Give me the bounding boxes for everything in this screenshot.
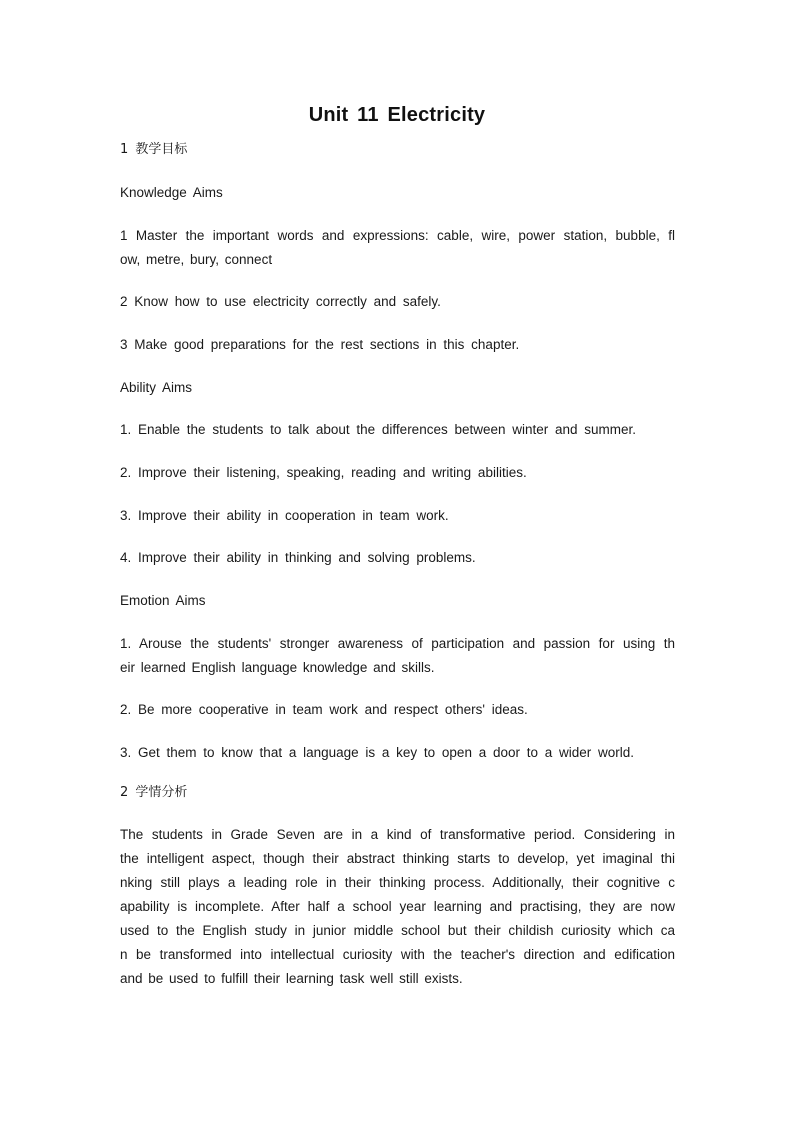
emotion-aim-1-line-2: eir learned English language knowledge and skills. xyxy=(120,660,435,675)
ability-aim-4: 4. Improve their ability in thinking and solving problems. xyxy=(120,550,476,565)
emotion-aim-1-line-1: 1. Arouse the students' stronger awareness of participation and passion for using th xyxy=(120,636,675,651)
emotion-aim-3: 3. Get them to know that a language is a key to open a door to a wider world. xyxy=(120,745,635,760)
ability-aims-heading: Ability Aims xyxy=(120,380,193,395)
paragraph-line: used to the English study in junior middle school but their childish curiosity which ca xyxy=(120,923,675,938)
knowledge-aim-3: 3 Make good preparations for the rest sections in this chapter. xyxy=(120,337,520,352)
knowledge-aim-1 xyxy=(120,224,675,272)
section-1-heading: 1 教学目标 xyxy=(120,142,188,157)
paragraph-line: n be transformed into intellectual curiosity with the teacher's direction and edification xyxy=(120,947,675,962)
ability-aim-3: 3. Improve their ability in cooperation in team work. xyxy=(120,508,449,523)
page-title: Unit 11 Electricity xyxy=(308,104,486,126)
knowledge-aims-heading: Knowledge Aims xyxy=(120,185,223,200)
knowledge-aim-1-line-2: ow, metre, bury, connect xyxy=(120,252,273,267)
section-2-heading: 2 学情分析 xyxy=(120,785,188,800)
paragraph-line: and be used to fulfill their learning task well still exists. xyxy=(120,971,463,986)
ability-aim-2: 2. Improve their listening, speaking, reading and writing abilities. xyxy=(120,465,527,480)
emotion-aims-heading: Emotion Aims xyxy=(120,593,206,608)
paragraph-line: apability is incomplete. After half a school year learning and practising, they are now xyxy=(120,899,675,914)
emotion-aim-2: 2. Be more cooperative in team work and respect others' ideas. xyxy=(120,702,528,717)
paragraph-line: nking still plays a leading role in their thinking process. Additionally, their cognitive c xyxy=(120,875,675,890)
ability-aim-1: 1. Enable the students to talk about the differences between winter and summer. xyxy=(120,422,637,437)
knowledge-aim-1-line-1: 1 Master the important words and expressions: cable, wire, power station, bubble, fl xyxy=(120,228,675,243)
knowledge-aim-2: 2 Know how to use electricity correctly and safely. xyxy=(120,294,441,309)
paragraph-line: the intelligent aspect, though their abstract thinking starts to develop, yet imaginal thi xyxy=(120,851,675,866)
student-analysis-paragraph xyxy=(120,823,675,991)
emotion-aim-1 xyxy=(120,632,675,680)
paragraph-line: The students in Grade Seven are in a kind of transformative period. Considering in xyxy=(120,827,675,842)
